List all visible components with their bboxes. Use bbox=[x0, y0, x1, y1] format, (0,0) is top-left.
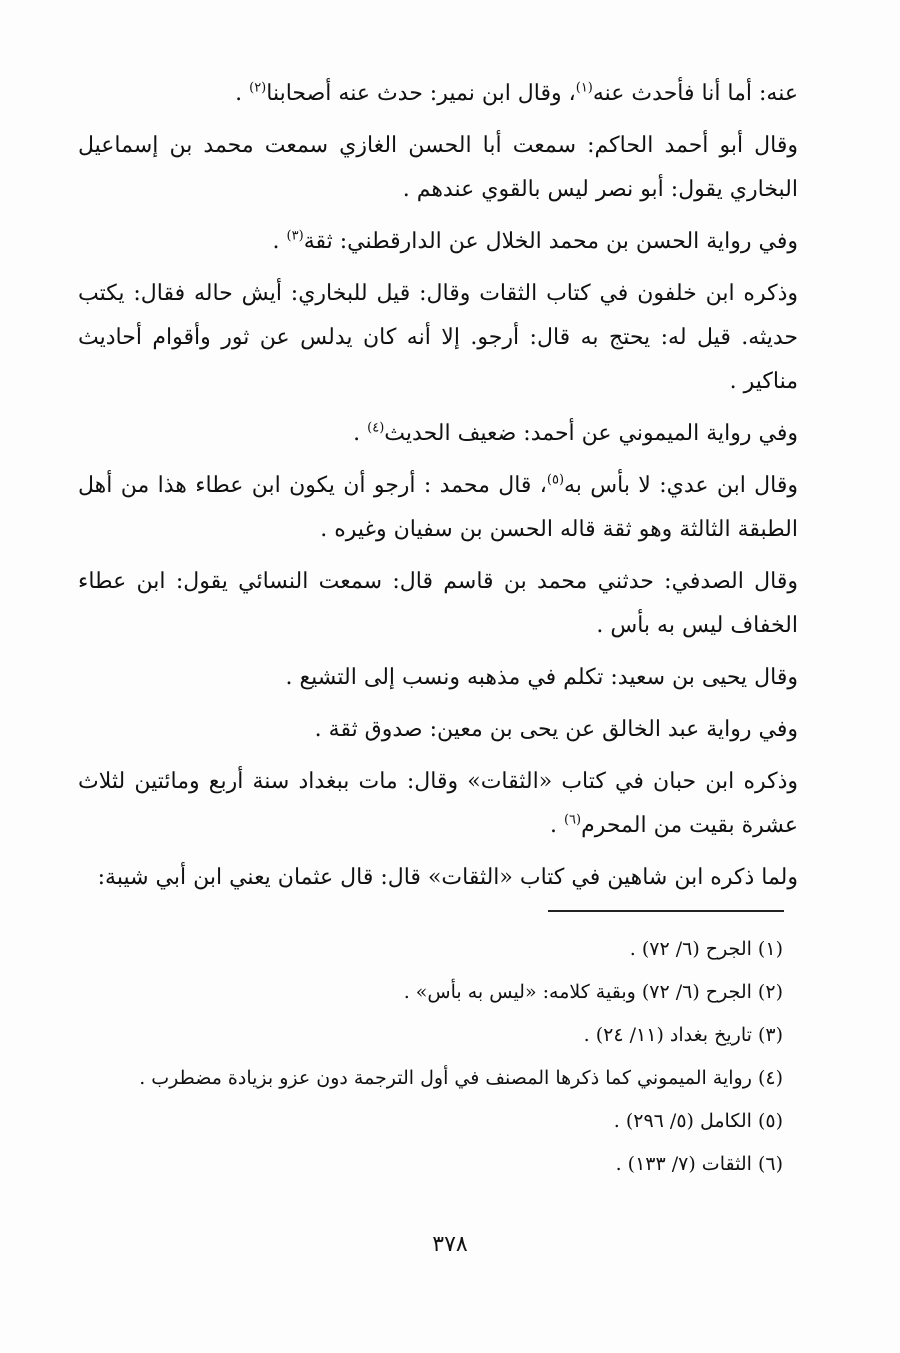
paragraph bbox=[78, 72, 798, 116]
footnote-marker: (٣) bbox=[286, 228, 304, 244]
footnote: (١) الجرح (٦/ ٧٢) . bbox=[629, 938, 783, 960]
footnote-marker: (٢) bbox=[249, 80, 267, 96]
text-run: وفي رواية عبد الخالق عن يحى بن معين: صدوق ثقة . bbox=[314, 717, 798, 742]
footnote: (٥) الكامل (٥/ ٢٩٦) . bbox=[613, 1110, 783, 1132]
footnote-marker: (٤) bbox=[367, 420, 385, 436]
text-run: وفي رواية الحسن بن محمد الخلال عن الدارقطني: ثقة bbox=[303, 229, 798, 254]
text-run: . bbox=[235, 81, 250, 106]
text-run: وفي رواية الميموني عن أحمد: ضعيف الحديث bbox=[384, 421, 798, 446]
text-run: وقال يحيى بن سعيد: تكلم في مذهبه ونسب إلى التشيع . bbox=[285, 665, 798, 690]
text-run: عنه: أما أنا فأحدث عنه bbox=[592, 81, 798, 106]
footnote-marker: (١) bbox=[575, 80, 593, 96]
paragraph bbox=[78, 560, 798, 648]
text-run: ، قال محمد : أرجو أن يكون ابن عطاء هذا من أهل الطبقة الثالثة وهو ثقة قاله الحسن بن سفيان وغيره . bbox=[78, 473, 798, 542]
paragraph bbox=[78, 124, 798, 212]
paragraph bbox=[78, 656, 798, 700]
text-run: . bbox=[272, 229, 287, 254]
text-run: ولما ذكره ابن شاهين في كتاب «الثقات» قال: قال عثمان يعني ابن أبي شيبة: bbox=[97, 865, 798, 890]
footnote: (٣) تاريخ بغداد (١١/ ٢٤) . bbox=[583, 1024, 783, 1046]
paragraph bbox=[78, 856, 798, 900]
footnote-marker: (٥) bbox=[546, 472, 565, 488]
footnote: (٤) رواية الميموني كما ذكرها المصنف في أول الترجمة دون عزو بزيادة مضطرب . bbox=[139, 1067, 783, 1089]
paragraph bbox=[78, 272, 798, 404]
text-run: وذكره ابن حبان في كتاب «الثقات» وقال: مات ببغداد سنة أربع ومائتين لثلاث عشرة بقيت من المحرم bbox=[78, 769, 798, 838]
text-run: . bbox=[549, 813, 564, 838]
paragraph bbox=[78, 220, 798, 264]
footnotes bbox=[100, 928, 783, 1186]
page-number: ٣٧٨ bbox=[432, 1232, 468, 1257]
footnote-separator bbox=[548, 910, 784, 912]
footnote: (٢) الجرح (٦/ ٧٢) وبقية كلامه: «ليس به بأس» . bbox=[403, 981, 783, 1003]
text-run: وقال أبو أحمد الحاكم: سمعت أبا الحسن الغازي سمعت محمد بن إسماعيل البخاري يقول: أبو نصر ليس بالقوي عندهم . bbox=[78, 133, 798, 202]
text-run: وذكره ابن خلفون في كتاب الثقات وقال: قيل للبخاري: أيش حاله فقال: يكتب حديثه. قيل له: يحتج به قال: أرجو. إلا أنه كان يدلس عن ثور وأقوام أحاديث مناكير . bbox=[78, 281, 798, 394]
paragraph bbox=[78, 412, 798, 456]
text-run: وقال ابن عدي: لا بأس به bbox=[564, 473, 798, 498]
paragraph bbox=[78, 760, 798, 848]
paragraph bbox=[78, 464, 798, 552]
text-run: ، وقال ابن نمير: حدث عنه أصحابنا bbox=[266, 81, 576, 106]
paragraph bbox=[78, 708, 798, 752]
text-run: . bbox=[353, 421, 368, 446]
footnote: (٦) الثقات (٧/ ١٣٣) . bbox=[615, 1153, 783, 1175]
text-run: وقال الصدفي: حدثني محمد بن قاسم قال: سمعت النسائي يقول: ابن عطاء الخفاف ليس به بأس . bbox=[78, 569, 798, 638]
footnote-marker: (٦) bbox=[563, 812, 582, 828]
main-text bbox=[78, 72, 798, 900]
